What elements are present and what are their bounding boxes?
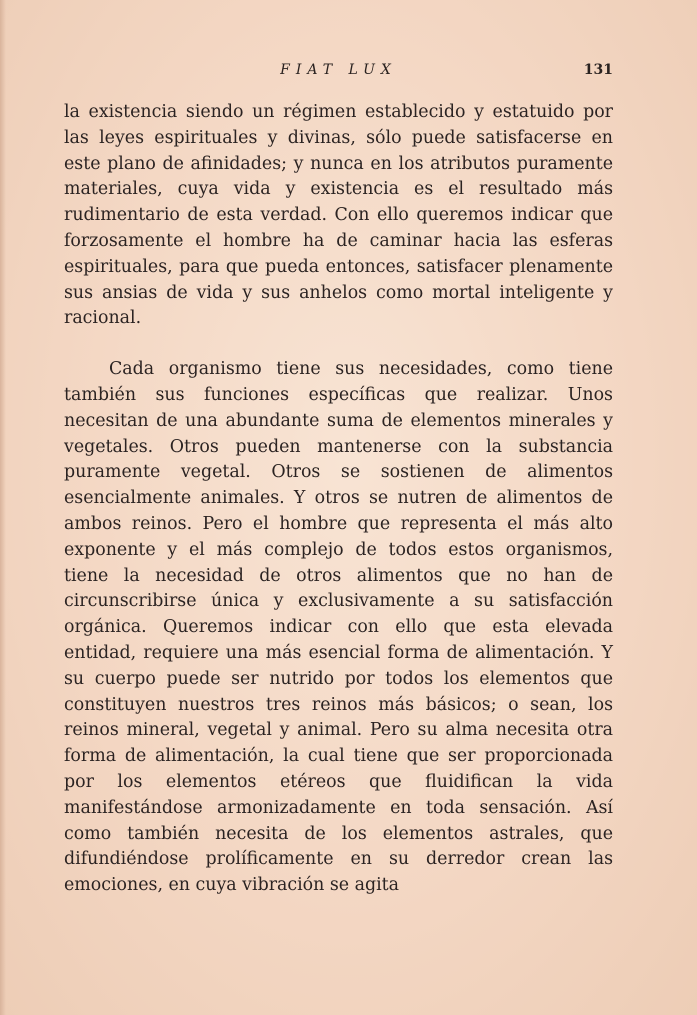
page-edge-shadow: [0, 0, 6, 1015]
running-title: FIAT LUX: [280, 62, 397, 78]
body-text: [64, 100, 613, 899]
paragraph-1: la existencia siendo un régimen establecido y estatuido por las leyes espirituales y divinas, sólo puede satisfacerse en este plano de afinidades; y nunca en los atributos puramente materiales, cuya vida y existencia es el resultado más rudimentario de esta verdad. Con ello queremos indicar que forzosamente el hombre ha de caminar hacia las esferas espirituales, para que pueda entonces, satisfacer plenamente sus ansias de vida y sus anhelos como mortal inteligente y racional.: [64, 102, 613, 329]
paragraph-2: Cada organismo tiene sus necesidades, como tiene también sus funciones específicas que realizar. Unos necesitan de una abundante suma de elementos minerales y vegetales. Otros pueden mantenerse con la substancia puramente vegetal. Otros se sostienen de alimentos esencialmente animales. Y otros se nutren de alimentos de ambos reinos. Pero el hombre que representa el más alto exponente y el más complejo de todos estos organismos, tiene la necesidad de otros alimentos que no han de circunscribirse única y exclusivamente a su satisfacción orgánica. Queremos indicar con ello que esta elevada entidad, requiere una más esencial forma de alimentación. Y su cuerpo puede ser nutrido por todos los elementos que constituyen nuestros tres reinos más básicos; o sean, los reinos mineral, vegetal y animal. Pero su alma necesita otra forma de alimentación, la cual tiene que ser proporcionada por los elementos etéreos que fluidifican la vida manifestándose armonizadamente en toda sensación. Así como también necesita de los elementos astrales, que difundiéndose prolíficamente en su derredor crean las emociones, en cuya vibración se agita: [64, 359, 613, 896]
running-header: [64, 62, 613, 82]
page-number: 131: [583, 62, 613, 78]
